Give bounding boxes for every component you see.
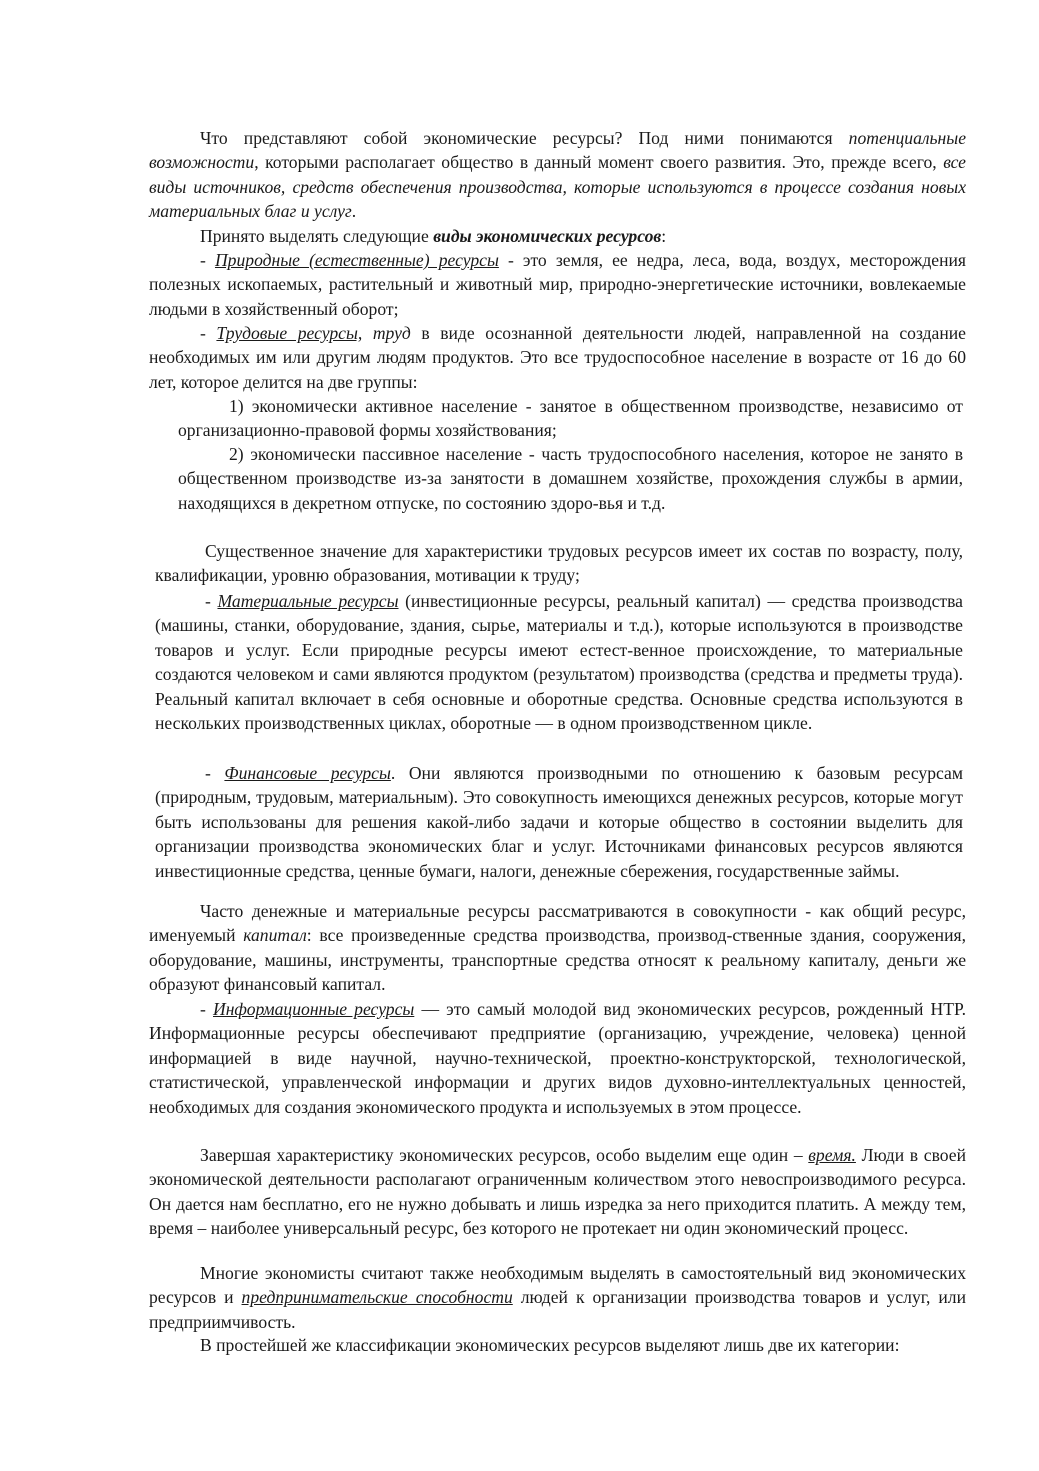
paragraph-labor-resources: - Трудовые ресурсы, труд в виде осознанной деятельности людей, направленной на создание необходимых им или другим людям продуктов. Это все трудоспособное население в возрасте от 16 до 60 лет, которое делится на две группы: xyxy=(149,323,966,392)
paragraph-material-resources: - Материальные ресурсы (инвестиционные ресурсы, реальный капитал) — средства производства (машины, станки, оборудование, здания, сырье, материалы и т.д.), которые используются в производстве товаров и услуг. Если природные ресурсы имеют естест-венное происхождение, то материальные создаются человеком и сами являются продуктом (результатом) производства (средства и предметы труда). Реальный капитал включает в себя основные и оборотные средства. Основные средства используются в нескольких производственных циклах, оборотные — в одном производственном цикле. xyxy=(155,591,963,734)
paragraph-entrepreneurship: Многие экономисты считают также необходимым выделять в самостоятельный вид экономических ресурсов и предпринимательские способности людей к организации производства товаров и услуг, или предприимчивость. xyxy=(149,1263,966,1332)
emphasis-potential-possibilities: потенциальные возможности xyxy=(149,128,966,173)
term-financial-resources: Финансовые ресурсы xyxy=(224,763,391,783)
list-item-active-population: 1) экономически активное население - занятое в общественном производстве, независимо от организационно-правовой формы хозяйствования; xyxy=(178,396,963,441)
paragraph-time: Завершая характеристику экономических ресурсов, особо выделим еще один – время. Люди в своей экономической деятельности располагают ограниченным количеством этого невоспроизводимого ресурса. Он дается нам бесплатно, его не нужно добывать и лишь изредка за него приходится платить. А между тем, время – наиболее универсальный ресурс, без которого не протекает ни один экономический процесс. xyxy=(149,1145,966,1239)
paragraph-types-intro: Принято выделять следующие виды экономических ресурсов: xyxy=(200,226,667,246)
emphasis-types-of-resources: виды экономических ресурсов xyxy=(433,226,662,246)
emphasis-capital: капитал xyxy=(243,925,307,946)
paragraph-simple-classification: В простейшей же классификации экономических ресурсов выделяют лишь две их категории: xyxy=(200,1335,900,1355)
paragraph-capital: Часто денежные и материальные ресурсы рассматриваются в совокупности - как общий ресурс, именуемый капитал: все произведенные средства производства, производ-ственные здания, сооружения, оборудование, машины, инструменты, транспортные средства относят к реальному капиталу, деньги же образуют финансовый капитал. xyxy=(149,901,966,995)
emphasis-all-sources: все виды источников, средств обеспечения производства, которые используются в процессе создания новых материальных благ и услуг xyxy=(149,152,966,222)
paragraph-labor-composition: Существенное значение для характеристики трудовых ресурсов имеет их состав по возрасту, полу, квалификации, уровню образования, мотивации к труду; xyxy=(155,541,963,586)
paragraph-information-resources: - Информационные ресурсы — это самый молодой вид экономических ресурсов, рожденный НТР. Информационные ресурсы обеспечивают предприятие (организацию, учреждение, человека) ценной информацией в виде научной, научно-технической, проектно-конструкторской, технологической, статистической, управленческой информации и других видов духовно-интеллектуальных ценностей, необходимых для создания экономического продукта и используемых в этом процессе. xyxy=(149,999,966,1117)
term-time: время. xyxy=(808,1145,856,1165)
term-entrepreneurial-abilities: предпринимательские способности xyxy=(241,1287,513,1308)
term-natural-resources: Природные (естественные) ресурсы xyxy=(214,250,499,270)
term-labor-resources: Трудовые ресурсы, xyxy=(216,323,363,343)
paragraph-financial-resources: - Финансовые ресурсы. Они являются производными по отношению к базовым ресурсам (природным, трудовым, материальным). Это совокупность имеющихся денежных ресурсов, которые могут быть использованы для решения какой-либо задачи и которые общество в состоянии выделить для организации производства экономических благ и услуг. Источниками финансовых ресурсов являются инвестиционные средства, ценные бумаги, налоги, денежные сбережения, государственные займы. xyxy=(155,763,963,881)
paragraph-natural-resources: - Природные (естественные) ресурсы - это земля, ее недра, леса, вода, воздух, месторождения полезных ископаемых, растительный и животный мир, природно-энергетические источники, вовлекаемые людьми в хозяйственный оборот; xyxy=(149,250,967,319)
emphasis-labor: труд xyxy=(372,323,411,343)
term-material-resources: Материальные ресурсы xyxy=(217,591,399,611)
term-information-resources: Информационные ресурсы xyxy=(213,999,415,1019)
paragraph-economic-resources-definition: Что представляют собой экономические ресурсы? Под ними понимаются потенциальные возможности, которыми располагает общество в данный момент своего развития. Это, прежде всего, все виды источников, средств обеспечения производства, которые используются в процессе создания новых материальных благ и услуг. xyxy=(149,128,966,222)
list-item-passive-population: 2) экономически пассивное население - часть трудоспособного населения, которое не занято в общественном производстве из-за занятости в домашнем хозяйстве, прохождения службы в армии, находящихся в декретном отпуске, по состоянию здоро-вья и т.д. xyxy=(178,444,963,513)
